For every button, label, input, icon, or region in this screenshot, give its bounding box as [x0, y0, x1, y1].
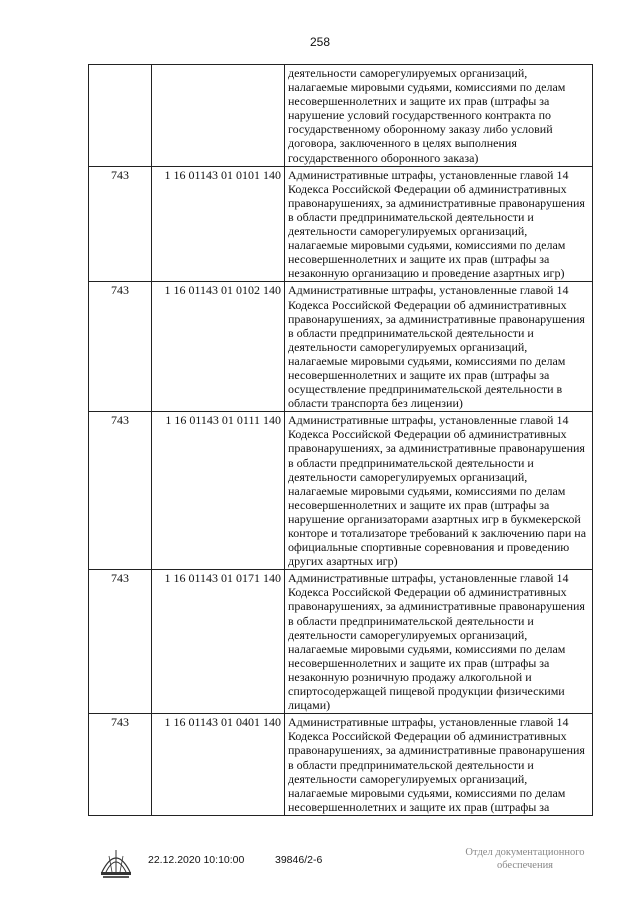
admin-code-cell: 743	[89, 282, 152, 412]
description-line: налагаемые мировыми судьями, комиссиями по делам	[288, 80, 566, 95]
description-line: деятельности саморегулируемых организаций,	[288, 771, 528, 786]
description-line: деятельности саморегулируемых организаций,	[288, 339, 528, 354]
description-line: налагаемые мировыми судьями, комиссиями по делам	[288, 353, 566, 368]
description-line: Административные штрафы, установленные главой 14	[288, 715, 569, 730]
description-line: нарушение условий государственного контракта по	[288, 108, 552, 123]
description-cell	[285, 166, 593, 282]
description-line: Кодекса Российской Федерации об административных	[288, 585, 567, 600]
description-line: государственного оборонного заказа)	[288, 150, 479, 165]
budget-code-cell: 1 16 01143 01 0171 140	[152, 570, 285, 714]
description-line: в области предпринимательской деятельности и	[288, 757, 534, 772]
description-line: осуществление предпринимательской деятельности в	[288, 382, 563, 397]
description-line: незаконную организацию и проведение азартных игр)	[288, 266, 565, 281]
admin-code-cell: 743	[89, 412, 152, 570]
budget-code-cell: 1 16 01143 01 0111 140	[152, 412, 285, 570]
description-line: Кодекса Российской Федерации об административных	[288, 729, 567, 744]
budget-code-cell: 1 16 01143 01 0401 140	[152, 714, 285, 816]
description-line: договора, заключенного в целях выполнения	[288, 136, 517, 151]
description-line: деятельности саморегулируемых организаций,	[288, 224, 528, 239]
table-row	[89, 166, 593, 282]
description-line: налагаемые мировыми судьями, комиссиями по делам	[288, 785, 566, 800]
admin-code-cell	[89, 65, 152, 167]
description-line: лицами)	[288, 698, 331, 713]
description-line: деятельности саморегулируемых организаций,	[288, 627, 528, 642]
description-line: Кодекса Российской Федерации об административных	[288, 427, 567, 442]
description-line: Административные штрафы, установленные главой 14	[288, 413, 569, 428]
footer-datetime: 22.12.2020 10:10:00	[148, 854, 245, 866]
description-line: несовершеннолетних и защите их прав (штрафы за	[288, 252, 550, 267]
description-line: спиртосодержащей пищевой продукции физическими	[288, 684, 565, 699]
footer-doc-number: 39846/2-6	[275, 854, 323, 866]
description-cell	[285, 412, 593, 570]
description-line: несовершеннолетних и защите их прав (штрафы за	[288, 94, 550, 109]
budget-code-cell: 1 16 01143 01 0101 140	[152, 166, 285, 282]
table-row	[89, 282, 593, 412]
page-number: 258	[309, 35, 331, 49]
table-body	[89, 65, 593, 816]
admin-code-cell: 743	[89, 714, 152, 816]
description-line: несовершеннолетних и защите их прав (штрафы за	[288, 799, 550, 814]
description-line: правонарушениях, за административные правонарушения	[288, 599, 585, 614]
description-line: Административные штрафы, установленные главой 14	[288, 571, 569, 586]
stamp-line-1: Отдел документационного	[465, 847, 585, 858]
description-line: несовершеннолетних и защите их прав (штрафы за	[288, 497, 550, 512]
description-cell	[285, 714, 593, 816]
description-line: в области предпринимательской деятельности и	[288, 455, 534, 470]
description-line: в области предпринимательской деятельности и	[288, 325, 534, 340]
budget-code-cell	[152, 65, 285, 167]
description-line: деятельности саморегулируемых организаций,	[288, 469, 528, 484]
description-line: правонарушениях, за административные правонарушения	[288, 743, 585, 758]
description-line: области транспорта без лицензии)	[288, 396, 463, 411]
budget-code-cell: 1 16 01143 01 0102 140	[152, 282, 285, 412]
description-line: конторе и тотализаторе требований к заключению пари на	[288, 526, 587, 540]
description-line: других азартных игр)	[288, 554, 398, 569]
table-row	[89, 714, 593, 816]
description-line: государственному оборонному заказу либо условий	[288, 122, 553, 137]
description-line: Административные штрафы, установленные главой 14	[288, 283, 569, 298]
description-line: правонарушениях, за административные правонарушения	[288, 195, 585, 210]
state-emblem-icon	[96, 842, 136, 882]
description-cell	[285, 65, 593, 167]
description-line: деятельности саморегулируемых организаций,	[288, 66, 528, 80]
table-row	[89, 412, 593, 570]
description-line: правонарушениях, за административные правонарушения	[288, 441, 585, 456]
description-line: налагаемые мировыми судьями, комиссиями по делам	[288, 483, 566, 498]
description-cell	[285, 282, 593, 412]
description-line: Кодекса Российской Федерации об административных	[288, 297, 567, 312]
description-line: налагаемые мировыми судьями, комиссиями по делам	[288, 238, 566, 253]
description-line: несовершеннолетних и защите их прав (штрафы за	[288, 655, 550, 670]
department-stamp	[440, 846, 610, 872]
admin-code-cell: 743	[89, 570, 152, 714]
description-line: налагаемые мировыми судьями, комиссиями по делам	[288, 641, 566, 656]
description-line: в области предпринимательской деятельности и	[288, 209, 534, 224]
description-line: Кодекса Российской Федерации об административных	[288, 181, 567, 196]
table-row	[89, 570, 593, 714]
description-cell	[285, 570, 593, 714]
description-line: официальные спортивные соревнования и проведению	[288, 540, 570, 555]
description-line: незаконную розничную продажу алкогольной и	[288, 669, 532, 684]
description-line: нарушение организаторами азартных игр в букмекерской	[288, 511, 581, 526]
budget-codes-table	[88, 64, 593, 816]
page-footer	[0, 838, 640, 898]
description-line: Административные штрафы, установленные главой 14	[288, 167, 569, 182]
description-line: правонарушениях, за административные правонарушения	[288, 311, 585, 326]
table-row	[89, 65, 593, 167]
admin-code-cell: 743	[89, 166, 152, 282]
stamp-line-2: обеспечения	[496, 860, 554, 871]
description-line: несовершеннолетних и защите их прав (штрафы за	[288, 367, 550, 382]
description-line: в области предпринимательской деятельности и	[288, 613, 534, 628]
